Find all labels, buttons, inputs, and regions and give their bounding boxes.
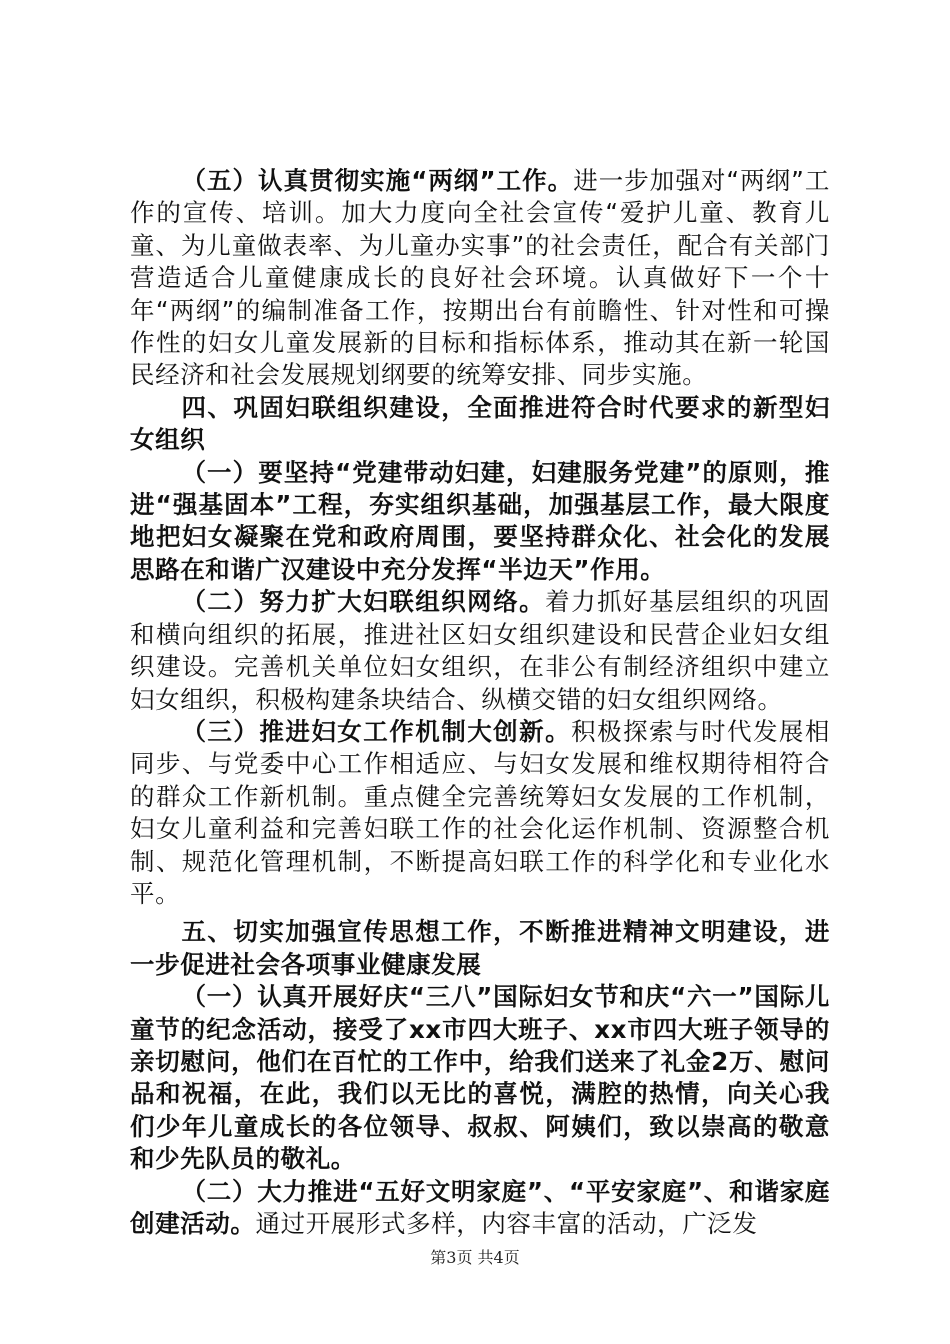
paragraph-lead: （一）认真开展好庆“三八”国际妇女节和庆“六一”国际儿童节的纪念活动，接受了xx市四大班子、xx市四大班子领导的亲切慰问，他们在百忙的工作中，给我们送来了礼金2万、慰问品和祝福，在此，我们以无比的喜悦，满腔的热情，向关心我们少年儿童成长的各位领导、叔叔、阿姨们，致以崇高的敬意和少先队员的敬礼。 [130, 982, 830, 1174]
page-footer: 第3页 共4页 [430, 1248, 520, 1267]
paragraph-4-2 [130, 586, 830, 716]
paragraph-lead: （二）大力推进“五好文明家庭”、“平安家庭”、和谐家庭创建活动。 [130, 1176, 830, 1238]
paragraph-4-1 [130, 457, 830, 587]
paragraph-5-two-outlines [130, 165, 830, 392]
paragraph-5-2 [130, 1176, 830, 1241]
paragraph-text: 通过开展形式多样，内容丰富的活动，广泛发 [255, 1209, 758, 1238]
paragraph-text: 着力抓好基层组织的巩固和横向组织的拓展，推进社区妇女组织建设和民营企业妇女组织建设。完善机关单位妇女组织，在非公有制经济组织中建立妇女组织，积极构建条块结合、纵横交错的妇女组织网络。 [130, 587, 830, 714]
section-heading-4: 四、巩固妇联组织建设，全面推进符合时代要求的新型妇女组织 [130, 392, 830, 455]
paragraph-lead: （一）要坚持“党建带动妇建，妇建服务党建”的原则，推进“强基固本”工程，夯实组织基础，加强基层工作，最大限度地把妇女凝聚在党和政府周围，要坚持群众化、社会化的发展思路在和谐广汉建设中充分发挥“半边天”作用。 [130, 457, 830, 584]
paragraph-lead: （五）认真贯彻实施“两纲”工作。 [181, 166, 574, 195]
paragraph-5-1 [130, 981, 830, 1175]
paragraph-lead: （二）努力扩大妇联组织网络。 [181, 587, 546, 617]
paragraph-lead: （三）推进妇女工作机制大创新。 [181, 716, 572, 746]
paragraph-text: 积极探索与时代发展相同步、与党委中心工作相适应、与妇女发展和维权期待相符合的群众工作新机制。重点健全完善统筹妇女发展的工作机制，妇女儿童利益和完善妇联工作的社会化运作机制、资源整合机制、规范化管理机制，不断提高妇联工作的科学化和专业化水平。 [130, 716, 831, 908]
document-body [130, 165, 830, 1240]
paragraph-4-3 [130, 716, 830, 910]
paragraph-text: 进一步加强对“两纲”工作的宣传、培训。加大力度向全社会宣传“爱护儿童、教育儿童、为儿童做表率、为儿童办实事”的社会责任，配合有关部门营造适合儿童健康成长的良好社会环境。认真做好下一个十年“两纲”的编制准备工作，按期出台有前瞻性、针对性和可操作性的妇女儿童发展新的目标和指标体系，推动其在新一轮国民经济和社会发展规划纲要的统筹安排、同步实施。 [130, 166, 831, 390]
section-heading-5: 五、切实加强宣传思想工作，不断推进精神文明建设，进一步促进社会各项事业健康发展 [130, 917, 830, 979]
